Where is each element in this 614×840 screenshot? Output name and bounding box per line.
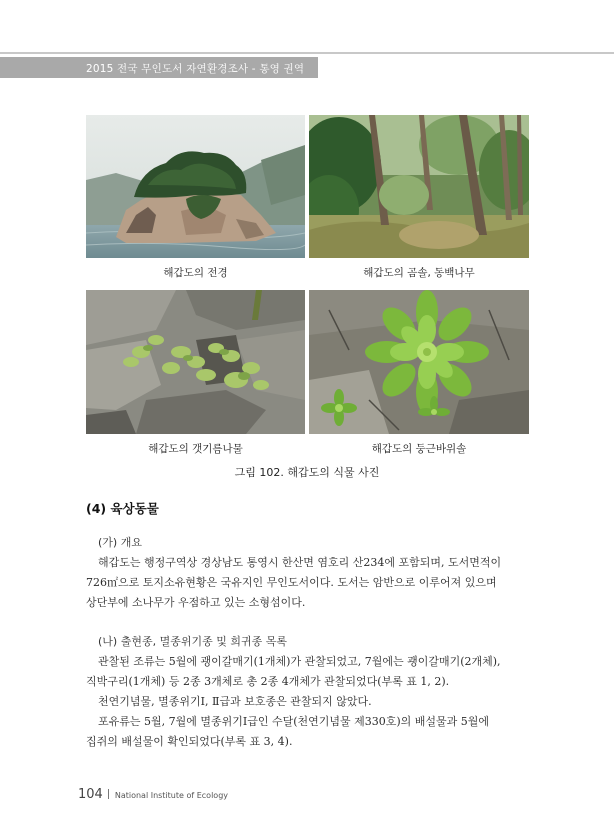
header-rule <box>0 52 614 54</box>
peucedanum-image <box>86 290 305 434</box>
running-title: 2015 전국 무인도서 자연환경조사 - 통영 권역 <box>86 63 305 75</box>
photo-pine-camellia <box>309 115 529 258</box>
species-line-4: 포유류는 5월, 7월에 멸종위기Ⅰ급인 수달(천연기념물 제330호)의 배설물과 5월에 <box>98 715 490 728</box>
photo-island-view <box>86 115 305 258</box>
pine-camellia-image <box>309 115 529 258</box>
orostachys-image <box>309 290 529 434</box>
species-line-5: 집쥐의 배설물이 확인되었다(부록 표 3, 4). <box>86 735 293 748</box>
island-view-image <box>86 115 305 258</box>
section-title: (4) 육상동물 <box>86 501 159 516</box>
caption-peucedanum: 해갑도의 갯기름나물 <box>148 443 243 455</box>
caption-island-view: 해갑도의 전경 <box>163 267 228 279</box>
species-line-1: 관찰된 조류는 5월에 괭이갈매기(1개체)가 관찰되었고, 7월에는 괭이갈매기(2개체), <box>98 655 501 668</box>
species-line-3: 천연기념물, 멸종위기Ⅰ, Ⅱ급과 보호종은 관찰되지 않았다. <box>98 695 372 708</box>
caption-orostachys: 해갑도의 둥근바위솔 <box>371 443 467 455</box>
species-paragraph <box>86 652 532 752</box>
species-heading: (나) 출현종, 멸종위기종 및 희귀종 목록 <box>98 635 287 648</box>
footer-separator <box>108 789 109 799</box>
species-line-2: 직박구리(1개체) 등 2종 3개체로 총 2종 4개체가 관찰되었다(부록 표 1, 2). <box>86 675 450 688</box>
overview-heading: (가) 개요 <box>98 536 142 549</box>
overview-line-3: 상단부에 소나무가 우점하고 있는 소형섬이다. <box>86 596 306 609</box>
page-footer <box>78 783 228 802</box>
page-number: 104 <box>78 787 103 802</box>
overview-line-2: 726㎡으로 토지소유현황은 국유지인 무인도서이다. 도서는 암반으로 이루어져 있으며 <box>86 576 497 589</box>
photo-peucedanum <box>86 290 305 434</box>
overview-line-1: 해갑도는 행정구역상 경상남도 통영시 한산면 염호리 산234에 포함되며, 도서면적이 <box>98 556 502 569</box>
footer-organization: National Institute of Ecology <box>114 791 229 800</box>
caption-pine-camellia: 해갑도의 곰솔, 동백나무 <box>363 267 475 279</box>
overview-paragraph <box>86 553 532 613</box>
figure-caption: 그림 102. 해갑도의 식물 사진 <box>234 466 380 479</box>
photo-orostachys <box>309 290 529 434</box>
